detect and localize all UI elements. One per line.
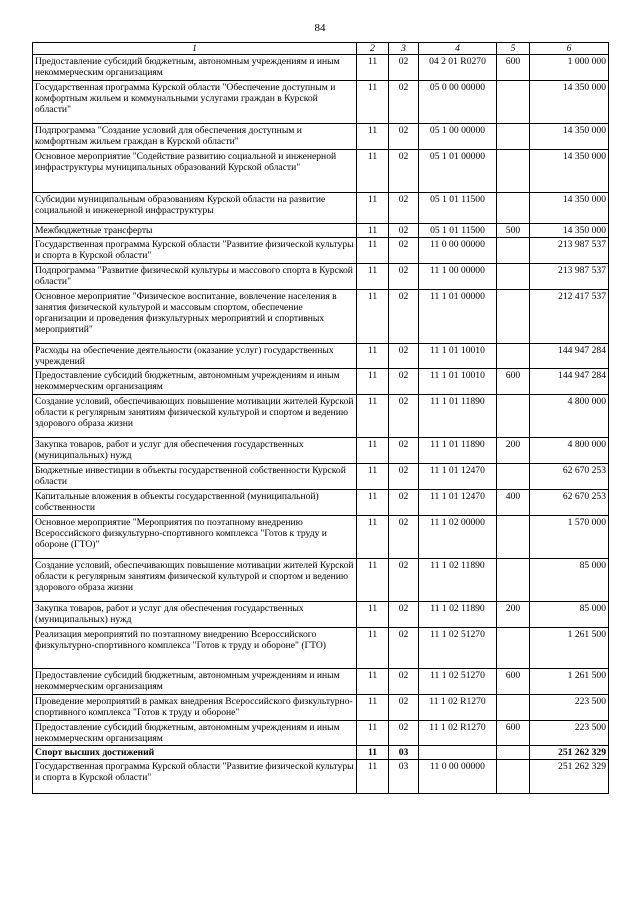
cell-name: Государственная программа Курской области "Обеспечение доступным и комфортным жильем и коммунальными услугами граждан в Курской области" — [33, 81, 357, 124]
table-header-row — [33, 43, 609, 55]
column-header-expense-type: 5 — [497, 43, 530, 55]
cell-name: Подпрограмма "Развитие физической культуры и массового спорта в Курской области" — [33, 264, 357, 289]
table-row — [33, 289, 609, 343]
cell-subsection: 02 — [389, 264, 419, 289]
column-header-subsection: 3 — [389, 43, 419, 55]
cell-amount: 144 947 284 — [530, 368, 609, 394]
cell-target-article: 11 1 02 51270 — [419, 627, 497, 668]
cell-amount: 85 000 — [530, 558, 609, 601]
cell-amount: 62 670 253 — [530, 489, 609, 515]
cell-amount: 212 417 537 — [530, 289, 609, 343]
cell-subsection: 02 — [389, 601, 419, 627]
cell-name: Основное мероприятие "Мероприятия по поэтапному внедрению Всероссийского физкультурно-спортивного комплекса "Готов к труду и обороне (ГТО)" — [33, 515, 357, 558]
table-row — [33, 224, 609, 238]
cell-section: 11 — [357, 720, 389, 745]
table-row — [33, 694, 609, 720]
cell-expense-type — [497, 694, 530, 720]
table-row — [33, 627, 609, 668]
cell-amount: 85 000 — [530, 601, 609, 627]
cell-section: 11 — [357, 668, 389, 694]
cell-section: 11 — [357, 489, 389, 515]
page-number: 84 — [314, 22, 326, 34]
cell-section: 11 — [357, 746, 389, 760]
cell-subsection: 02 — [389, 394, 419, 437]
table-row — [33, 124, 609, 150]
table-row — [33, 368, 609, 394]
cell-amount: 223 500 — [530, 720, 609, 745]
cell-target-article: 11 1 02 R1270 — [419, 720, 497, 745]
cell-target-article: 11 1 02 11890 — [419, 558, 497, 601]
cell-name: Спорт высших достижений — [33, 746, 357, 760]
cell-expense-type — [497, 289, 530, 343]
cell-amount: 14 350 000 — [530, 224, 609, 238]
cell-subsection: 02 — [389, 289, 419, 343]
column-header-target-article: 4 — [419, 43, 497, 55]
cell-section: 11 — [357, 515, 389, 558]
cell-amount: 4 800 000 — [530, 437, 609, 463]
table-row — [33, 238, 609, 264]
cell-subsection: 02 — [389, 238, 419, 264]
cell-subsection: 02 — [389, 627, 419, 668]
cell-section: 11 — [357, 694, 389, 720]
budget-table — [32, 42, 609, 794]
cell-target-article: 11 0 00 00000 — [419, 760, 497, 794]
cell-amount: 1 261 500 — [530, 668, 609, 694]
cell-name: Проведение мероприятий в рамках внедрения Всероссийского физкультурно-спортивного комплекса "Готов к труду и обороне" — [33, 694, 357, 720]
table-row — [33, 489, 609, 515]
table-row — [33, 264, 609, 289]
cell-expense-type — [497, 238, 530, 264]
cell-amount: 1 000 000 — [530, 55, 609, 81]
cell-name: Основное мероприятие "Содействие развитию социальной и инженерной инфраструктуры муниципальных образований Курской области" — [33, 150, 357, 193]
cell-expense-type — [497, 124, 530, 150]
cell-subsection: 02 — [389, 224, 419, 238]
cell-expense-type — [497, 558, 530, 601]
cell-amount: 251 262 329 — [530, 760, 609, 794]
cell-subsection: 02 — [389, 489, 419, 515]
cell-target-article: 11 1 02 11890 — [419, 601, 497, 627]
cell-section: 11 — [357, 193, 389, 224]
cell-name: Основное мероприятие "Физическое воспитание, вовлечение населения в занятия физической культурой и массовым спортом, обеспечение организации и проведения физкультурных мероприятий и спортивных мероприятий" — [33, 289, 357, 343]
cell-subsection: 02 — [389, 558, 419, 601]
cell-target-article: 05 1 00 00000 — [419, 124, 497, 150]
cell-expense-type — [497, 760, 530, 794]
cell-amount: 4 800 000 — [530, 394, 609, 437]
cell-name: Создание условий, обеспечивающих повышение мотивации жителей Курской области к регулярным занятиям физической культурой и спортом и ведению здорового образа жизни — [33, 394, 357, 437]
table-row — [33, 81, 609, 124]
cell-target-article: 05 1 01 00000 — [419, 150, 497, 193]
cell-name: Бюджетные инвестиции в объекты государственной собственности Курской области — [33, 463, 357, 489]
cell-subsection: 02 — [389, 193, 419, 224]
cell-subsection: 02 — [389, 694, 419, 720]
cell-section: 11 — [357, 437, 389, 463]
cell-section: 11 — [357, 601, 389, 627]
cell-expense-type — [497, 150, 530, 193]
cell-expense-type: 600 — [497, 55, 530, 81]
cell-target-article: 11 1 01 10010 — [419, 368, 497, 394]
cell-section: 11 — [357, 124, 389, 150]
table-row — [33, 193, 609, 224]
cell-subsection: 02 — [389, 437, 419, 463]
column-header-name: 1 — [33, 43, 357, 55]
cell-amount: 1 570 000 — [530, 515, 609, 558]
cell-name: Межбюджетные трансферты — [33, 224, 357, 238]
cell-name: Предоставление субсидий бюджетным, автономным учреждениям и иным некоммерческим организациям — [33, 368, 357, 394]
cell-subsection: 02 — [389, 668, 419, 694]
cell-name: Субсидии муниципальным образованиям Курской области на развитие социальной и инженерной инфраструктуры — [33, 193, 357, 224]
cell-target-article: 05 0 00 00000 — [419, 81, 497, 124]
cell-name: Расходы на обеспечение деятельности (оказание услуг) государственных учреждений — [33, 343, 357, 368]
cell-subsection: 02 — [389, 124, 419, 150]
cell-amount: 62 670 253 — [530, 463, 609, 489]
cell-section: 11 — [357, 289, 389, 343]
cell-name: Капитальные вложения в объекты государственной (муниципальной) собственности — [33, 489, 357, 515]
cell-expense-type: 600 — [497, 668, 530, 694]
cell-subsection: 03 — [389, 760, 419, 794]
cell-expense-type — [497, 81, 530, 124]
table-row — [33, 463, 609, 489]
cell-subsection: 02 — [389, 55, 419, 81]
cell-target-article: 11 1 01 11890 — [419, 394, 497, 437]
cell-name: Создание условий, обеспечивающих повышение мотивации жителей Курской области к регулярным занятиям физической культурой и спортом и ведению здорового образа жизни — [33, 558, 357, 601]
cell-target-article: 11 1 01 12470 — [419, 489, 497, 515]
cell-name: Государственная программа Курской области "Развитие физической культуры и спорта в Курской области" — [33, 238, 357, 264]
cell-subsection: 02 — [389, 515, 419, 558]
cell-amount: 14 350 000 — [530, 124, 609, 150]
cell-amount: 251 262 329 — [530, 746, 609, 760]
cell-section: 11 — [357, 760, 389, 794]
cell-target-article: 11 1 02 51270 — [419, 668, 497, 694]
table-row — [33, 394, 609, 437]
cell-amount: 213 987 537 — [530, 264, 609, 289]
cell-target-article: 11 1 01 10010 — [419, 343, 497, 368]
cell-expense-type: 200 — [497, 601, 530, 627]
cell-subsection: 02 — [389, 720, 419, 745]
column-header-section: 2 — [357, 43, 389, 55]
cell-section: 11 — [357, 264, 389, 289]
cell-subsection: 02 — [389, 81, 419, 124]
cell-target-article: 11 1 01 00000 — [419, 289, 497, 343]
cell-subsection: 02 — [389, 150, 419, 193]
cell-name: Реализация мероприятий по поэтапному внедрению Всероссийского физкультурно-спортивного комплекса "Готов к труду и обороне" (ГТО) — [33, 627, 357, 668]
cell-subsection: 02 — [389, 368, 419, 394]
table-row — [33, 760, 609, 794]
cell-expense-type — [497, 627, 530, 668]
cell-amount: 1 261 500 — [530, 627, 609, 668]
cell-section: 11 — [357, 368, 389, 394]
cell-expense-type — [497, 463, 530, 489]
cell-expense-type: 400 — [497, 489, 530, 515]
cell-expense-type — [497, 343, 530, 368]
cell-section: 11 — [357, 81, 389, 124]
cell-amount: 223 500 — [530, 694, 609, 720]
cell-section: 11 — [357, 343, 389, 368]
cell-expense-type: 200 — [497, 437, 530, 463]
cell-section: 11 — [357, 150, 389, 193]
cell-section: 11 — [357, 394, 389, 437]
cell-target-article: 11 1 02 00000 — [419, 515, 497, 558]
cell-amount: 213 987 537 — [530, 238, 609, 264]
cell-target-article: 04 2 01 R0270 — [419, 55, 497, 81]
cell-section: 11 — [357, 558, 389, 601]
cell-target-article: 11 1 01 11890 — [419, 437, 497, 463]
cell-section: 11 — [357, 224, 389, 238]
cell-section: 11 — [357, 238, 389, 264]
cell-name: Предоставление субсидий бюджетным, автономным учреждениям и иным некоммерческим организациям — [33, 720, 357, 745]
cell-amount: 14 350 000 — [530, 150, 609, 193]
cell-subsection: 02 — [389, 343, 419, 368]
cell-expense-type — [497, 515, 530, 558]
cell-expense-type: 600 — [497, 720, 530, 745]
cell-target-article: 05 1 01 11500 — [419, 224, 497, 238]
table-row — [33, 720, 609, 745]
table-row — [33, 343, 609, 368]
cell-expense-type — [497, 394, 530, 437]
cell-expense-type: 500 — [497, 224, 530, 238]
cell-target-article: 11 1 02 R1270 — [419, 694, 497, 720]
column-header-amount: 6 — [530, 43, 609, 55]
cell-expense-type — [497, 746, 530, 760]
table-row — [33, 150, 609, 193]
cell-name: Предоставление субсидий бюджетным, автономным учреждениям и иным некоммерческим организациям — [33, 55, 357, 81]
cell-section: 11 — [357, 463, 389, 489]
table-row — [33, 437, 609, 463]
cell-target-article — [419, 746, 497, 760]
cell-name: Предоставление субсидий бюджетным, автономным учреждениям и иным некоммерческим организациям — [33, 668, 357, 694]
cell-amount: 14 350 000 — [530, 193, 609, 224]
cell-name: Закупка товаров, работ и услуг для обеспечения государственных (муниципальных) нужд — [33, 601, 357, 627]
cell-expense-type — [497, 193, 530, 224]
cell-expense-type: 600 — [497, 368, 530, 394]
cell-subsection: 02 — [389, 463, 419, 489]
table-row — [33, 668, 609, 694]
cell-name: Закупка товаров, работ и услуг для обеспечения государственных (муниципальных) нужд — [33, 437, 357, 463]
table-row — [33, 515, 609, 558]
cell-subsection: 03 — [389, 746, 419, 760]
cell-section: 11 — [357, 627, 389, 668]
cell-name: Государственная программа Курской области "Развитие физической культуры и спорта в Курской области" — [33, 760, 357, 794]
cell-target-article: 11 1 01 12470 — [419, 463, 497, 489]
table-row — [33, 558, 609, 601]
cell-target-article: 11 0 00 00000 — [419, 238, 497, 264]
cell-expense-type — [497, 264, 530, 289]
cell-target-article: 05 1 01 11500 — [419, 193, 497, 224]
budget-table-body — [33, 43, 609, 794]
cell-amount: 14 350 000 — [530, 81, 609, 124]
table-row — [33, 601, 609, 627]
table-row — [33, 55, 609, 81]
cell-target-article: 11 1 00 00000 — [419, 264, 497, 289]
table-row — [33, 746, 609, 760]
cell-amount: 144 947 284 — [530, 343, 609, 368]
cell-section: 11 — [357, 55, 389, 81]
cell-name: Подпрограмма "Создание условий для обеспечения доступным и комфортным жильем граждан в Курской области" — [33, 124, 357, 150]
